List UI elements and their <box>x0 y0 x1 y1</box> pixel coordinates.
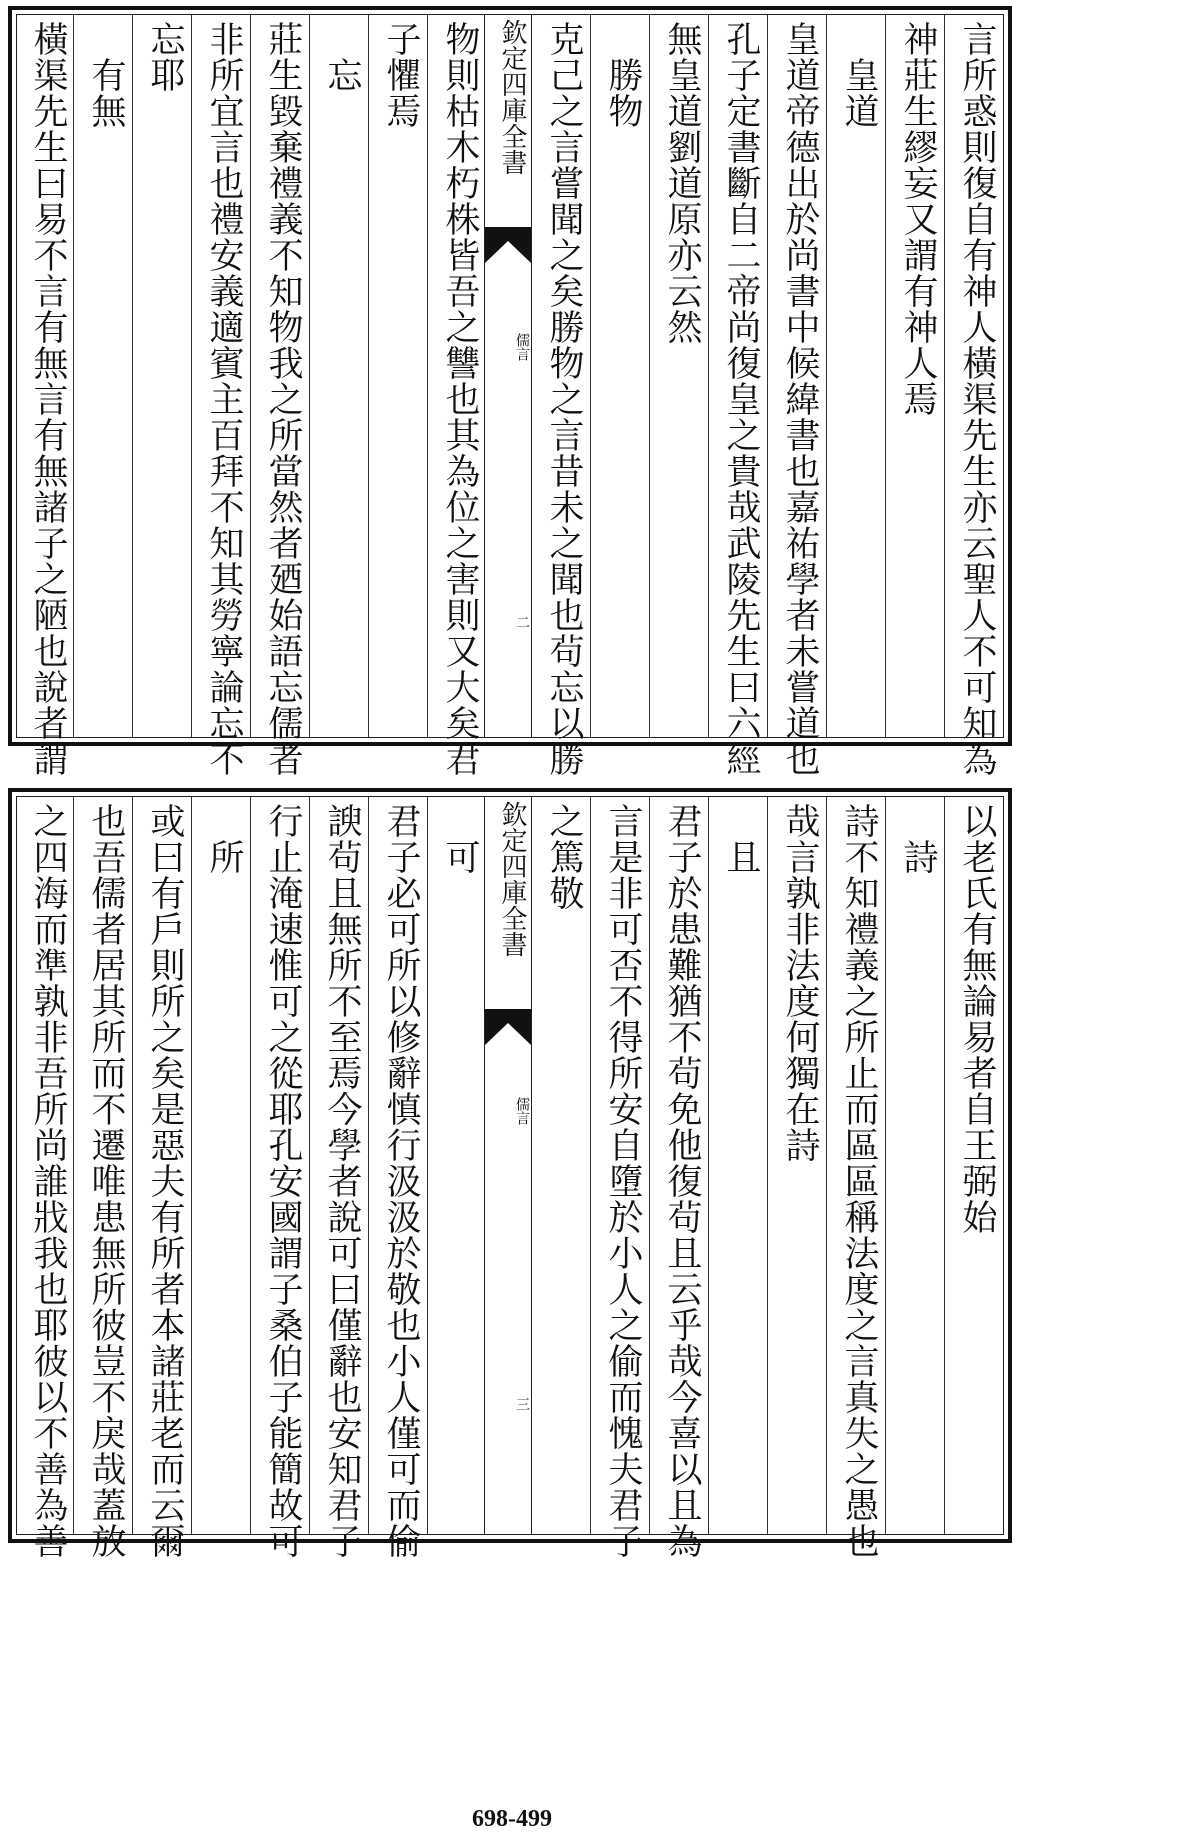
text-column: 言所惑則復自有神人橫渠先生亦云聖人不可知為 <box>957 21 997 777</box>
text-column: 哉言孰非法度何獨在詩 <box>780 803 820 1163</box>
top-page-frame <box>16 14 1004 777</box>
text-column: 之篤敬 <box>544 803 584 911</box>
center-fold <box>484 15 532 737</box>
center-fold <box>484 797 532 1534</box>
text-column: 非所宜言也禮安義適賓主百拜不知其勞寧論忘不 <box>204 21 244 777</box>
section-heading: 可 <box>440 803 480 875</box>
section-heading: 詩 <box>898 803 938 875</box>
text-column: 物則枯木朽株皆吾之讐也其為位之害則又大矣君 <box>440 21 480 777</box>
text-column: 行止淹速惟可之從耶孔安國謂子桑伯子能簡故可 <box>263 803 303 1559</box>
text-column: 以老氏有無論易者自王弼始 <box>957 803 997 1235</box>
text-column: 言是非可否不得所安自墮於小人之偷而愧夫君子 <box>603 803 643 1559</box>
fish-tail-mark <box>485 227 531 271</box>
text-column: 詩不知禮義之所止而區區稱法度之言真失之愚也 <box>839 803 879 1559</box>
page-number: 二 <box>514 615 530 629</box>
fish-tail-mark <box>485 1009 531 1053</box>
text-column: 莊生毀棄禮義不知物我之所當然者廼始語忘儒者 <box>263 21 303 777</box>
bottom-page-frame <box>16 796 1004 1559</box>
section-heading: 且 <box>721 803 761 875</box>
page-footer-number: 698-499 <box>472 1806 552 1832</box>
section-label: 儒言 <box>514 333 530 361</box>
text-column: 也吾儒者居其所而不遷唯患無所彼豈不戾哉蓋放 <box>86 803 126 1559</box>
text-column: 君子必可所以修辭慎行汲汲於敬也小人僅可而偷 <box>381 803 421 1559</box>
text-column: 忘耶 <box>145 21 185 93</box>
text-column: 皇道帝德出於尚書中候緯書也嘉祐學者未嘗道也 <box>780 21 820 777</box>
text-column: 克己之言嘗聞之矣勝物之言昔未之聞也茍忘以勝 <box>544 21 584 777</box>
section-heading: 所 <box>204 803 244 875</box>
top-page <box>8 6 1012 777</box>
text-column: 無皇道劉道原亦云然 <box>662 21 702 345</box>
text-column: 孔子定書斷自二帝尚復皇之貴哉武陵先生曰六經 <box>721 21 761 777</box>
text-column: 或曰有戶則所之矣是惡夫有所者本諸莊老而云爾 <box>145 803 185 1559</box>
text-column: 子懼焉 <box>381 21 421 129</box>
section-heading: 勝物 <box>603 21 643 129</box>
section-heading: 有無 <box>86 21 126 129</box>
section-label: 儒言 <box>514 1097 530 1125</box>
section-heading: 忘 <box>322 21 362 93</box>
section-heading: 皇道 <box>839 21 879 129</box>
text-column: 之四海而準孰非吾所尚誰戕我也耶彼以不善為善 <box>28 803 68 1559</box>
text-column: 神莊生繆妄又謂有神人焉 <box>898 21 938 417</box>
page-number: 三 <box>514 1397 530 1411</box>
book-title: 欽定四庫全書 <box>497 19 527 175</box>
bottom-page <box>8 788 1012 1559</box>
text-column: 橫渠先生曰易不言有無言有無諸子之陋也說者謂 <box>28 21 68 777</box>
text-column: 諛茍且無所不至焉今學者說可曰僅辭也安知君子 <box>322 803 362 1559</box>
book-title: 欽定四庫全書 <box>497 801 527 957</box>
text-column: 君子於患難猶不茍免他復茍且云乎哉今喜以且為 <box>662 803 702 1559</box>
